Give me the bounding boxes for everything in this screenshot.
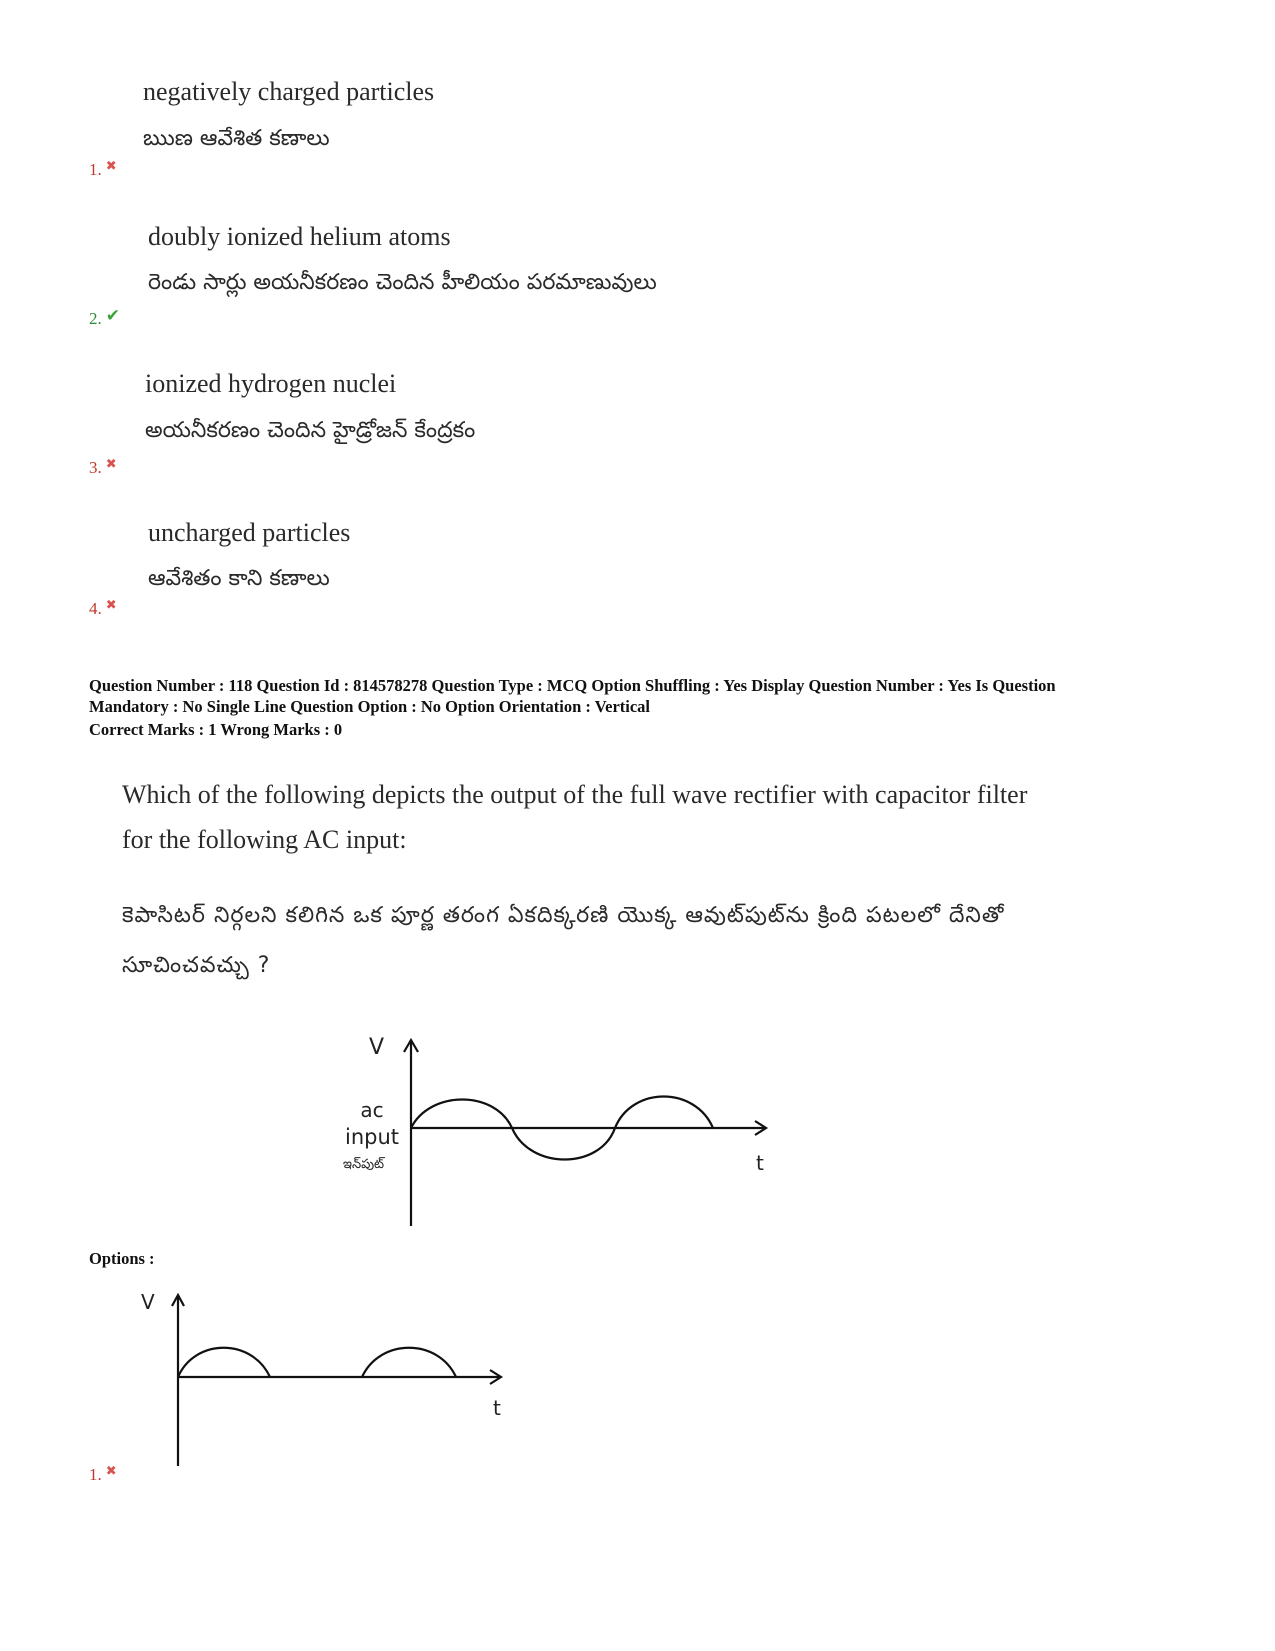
option-1-pulse-2 xyxy=(362,1348,456,1377)
prev-option-1-number: 1. xyxy=(89,160,102,179)
option-1-number: 1. xyxy=(89,1465,102,1484)
question-english-line1: Which of the following depicts the output of the full wave rectifier with capacitor filter xyxy=(122,780,1028,809)
wrong-mark-icon: ✖ xyxy=(105,598,117,613)
correct-mark-icon: ✔ xyxy=(105,306,120,326)
option-1-pulse-1 xyxy=(178,1348,270,1377)
option-1-y-label: V xyxy=(141,1290,155,1314)
question-telugu-line1: కెపాసిటర్ నిర్గలని కలిగిన ఒక పూర్ణ తరంగ ఏకదిక్కరణి యొక్క ఆవుట్‌పుట్‌ను క్రింది పటలలో దేనితో xyxy=(122,903,1005,928)
wrong-mark-icon: ✖ xyxy=(105,457,117,472)
question-meta-line3: Correct Marks : 1 Wrong Marks : 0 xyxy=(89,720,343,739)
question-meta-line2: Mandatory : No Single Line Question Option : No Option Orientation : Vertical xyxy=(89,697,651,716)
question-telugu-line2: సూచించవచ్చు ? xyxy=(122,953,271,978)
wrong-mark-icon: ✖ xyxy=(105,1464,117,1479)
prev-option-2-telugu: రెండు సార్లు అయనీకరణం చెందిన హీలియం పరమాణువులు xyxy=(148,270,657,295)
prev-option-1-telugu: ఋణ ఆవేశిత కణాలు xyxy=(143,126,330,151)
prev-option-2-english: doubly ionized helium atoms xyxy=(148,222,451,251)
options-label: Options : xyxy=(89,1249,155,1268)
prev-option-2-number: 2. xyxy=(89,309,102,328)
input-figure-y-label: V xyxy=(369,1035,385,1060)
option-1-x-label: t xyxy=(493,1396,501,1420)
option-1-number-row[interactable] xyxy=(89,1465,117,1485)
prev-option-3-telugu: అయనీకరణం చెందిన హైడ్రోజన్ కేంద్రకం xyxy=(145,418,476,443)
prev-option-3-number: 3. xyxy=(89,458,102,477)
input-figure-label-ac: ac xyxy=(360,1098,384,1122)
prev-option-4-telugu: ఆవేశితం కాని కణాలు xyxy=(148,566,330,591)
input-figure-label-telugu: ఇన్‌పుట్ xyxy=(343,1157,385,1172)
input-figure-label-input: input xyxy=(345,1125,400,1149)
prev-option-1-english: negatively charged particles xyxy=(143,77,435,106)
prev-option-3-english: ionized hydrogen nuclei xyxy=(145,369,397,398)
prev-option-4-english: uncharged particles xyxy=(148,518,351,547)
input-figure-x-label: t xyxy=(756,1151,764,1175)
question-english-line2: for the following AC input: xyxy=(122,825,407,854)
prev-option-4-number: 4. xyxy=(89,599,102,618)
wrong-mark-icon: ✖ xyxy=(105,159,117,174)
question-meta-line1: Question Number : 118 Question Id : 814578278 Question Type : MCQ Option Shuffling : Yes Display Question Number : Yes Is Question xyxy=(89,676,1056,695)
